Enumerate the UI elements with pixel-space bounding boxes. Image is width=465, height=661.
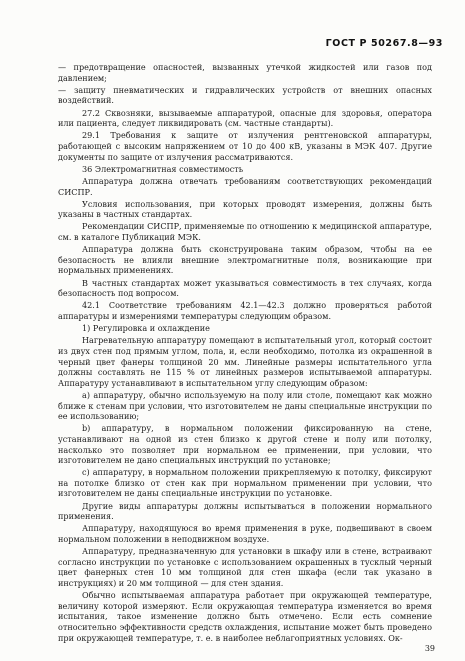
paragraph: Рекомендации СИСПР, применяемые по отношению к медицинской аппаратуре, см. в каталоге Публикаций МЭК. (58, 221, 432, 243)
paragraph: — защиту пневматических и гидравлических устройств от внешних опасных воздействий. (58, 84, 432, 106)
paragraph: Аппаратура должна быть сконструирована таким образом, чтобы на ее безопасность не влияли внешние электромагнитные поля, возникающие при нормальных применениях. (58, 244, 432, 276)
page-number: 39 (424, 644, 435, 653)
paragraph: Аппаратуру, находящуюся во время применения в руке, подвешивают в своем нормальном положении в неподвижном воздухе. (58, 523, 432, 545)
paragraph: 29.1 Требования к защите от излучения рентгеновской аппаратуры, работающей с высоким напряжением от 10 до 400 кВ, указаны в МЭК 407. Другие документы по защите от излучения рассматриваются. (58, 130, 432, 162)
paragraph: Аппаратуру, предназначенную для установки в шкафу или в стене, встраивают согласно инструкции по установке с использованием окрашенных в тусклый черный цвет фанерных стен 10 мм толщиной для стен шкафа (если так указано в инструкциях) и 20 мм толщиной — для стен здания. (58, 546, 432, 588)
body-text (58, 62, 432, 645)
paragraph: В частных стандартах может указываться совместимость в тех случаях, когда безопасность под вопросом. (58, 277, 432, 299)
paragraph: — предотвращение опасностей, вызванных утечкой жидкостей или газов под давлением; (58, 62, 432, 83)
paragraph: Обычно испытываемая аппаратура работает при окружающей температуре, величину которой измеряют. Если окружающая температура изменяется во время испытания, такое изменение должно быть отмечено. Если есть сомнение относительно эффективности средств охлаждения, испытание может быть проведено при окружающей температуре, т. е. в наиболее неблагоприятных условиях. Ок- (58, 590, 432, 643)
paragraph: 27.2 Сквозняки, вызываемые аппаратурой, опасные для здоровья, оператора или пациента, следует ликвидировать (см. частные стандарты). (58, 107, 432, 129)
paragraph: 1) Регулировка и охлаждение (82, 323, 210, 334)
paragraph: b) аппаратуру, в нормальном положении фиксированную на стене, устанавливают на одной из стен близко к другой стене и полу или потолку, насколько это позволяет при нормальном ее применении, при условии, что изготовителем не дано специальных инструкций по установке; (58, 423, 432, 466)
paragraph: а) аппаратуру, обычно используемую на полу или столе, помещают как можно ближе к стенам при условии, что изготовителем не даны специальные инструкции по ее использованию; (58, 389, 432, 422)
paragraph: 42.1 Соответствие требованиям 42.1—42.3 должно проверяться работой аппаратуры и измерениями температуры следующим образом. (58, 300, 432, 321)
standard-header: ГОСТ Р 50267.8—93 (325, 38, 443, 49)
paragraph: Нагревательную аппаратуру помещают в испытательный угол, который состоит из двух стен под прямым углом, пола, и, если необходимо, потолка из окрашенной в черный цвет фанеры толщиной 20 мм. Линейные размеры испытательного угла должны составлять не 115 % от линейных размеров испытываемой аппаратуры. Аппаратуру устанавливают в испытательном углу следующим образом: (58, 335, 432, 388)
paragraph: Аппаратура должна отвечать требованиям соответствующих рекомендаций СИСПР. (58, 175, 432, 197)
paragraph: Другие виды аппаратуры должны испытываться в положении нормального применения. (58, 500, 432, 522)
paragraph: 36 Электромагнитная совместимость (82, 163, 244, 174)
paragraph: Условия использования, при которых проводят измерения, должны быть указаны в частных стандартах. (58, 198, 432, 220)
paragraph: с) аппаратуру, в нормальном положении прикрепляемую к потолку, фиксируют на потолке близко от стен как при нормальном применении при условии, что изготовителем не даны специальные инструкции по установке. (58, 467, 432, 499)
